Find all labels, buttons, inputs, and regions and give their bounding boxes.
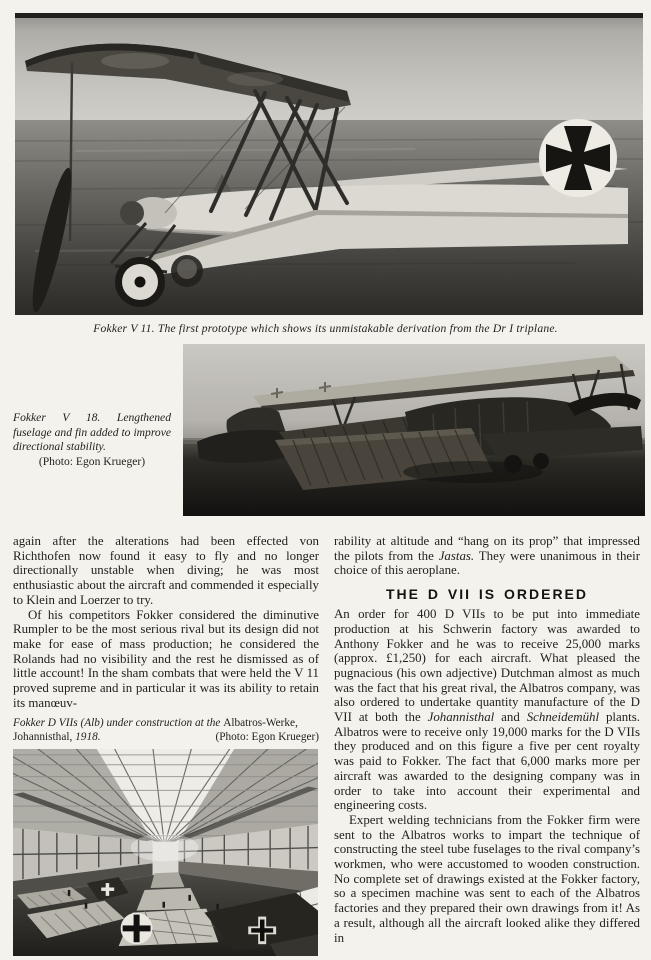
paragraph: rability at altitude and “hang on its prop” that impressed the pilots from the Jastas. They were unanimous in their choice of this aeroplane. [334, 534, 640, 578]
fuselage-frame [151, 872, 185, 888]
wheel [533, 453, 549, 469]
paragraph: Expert welding technicians from the Fokker firm were sent to the Albatros works to impart the technique of constructing the steel tube fuselages to the rival company’s workmen, who were accustomed to wooden construction. No complete set of drawings existed at the Fokker factory, so a specimen machine was sent to each of the Albatros factories and they prepared their own drawings from it! As a result, although all the aircraft looked alike they differed in [334, 812, 640, 945]
caption-albatros-factory [13, 717, 319, 743]
fokker-v18-illustration [183, 344, 645, 516]
caption-fokker-v18 [13, 411, 171, 469]
photo-credit: (Photo: Egon Krueger) [38, 454, 146, 468]
wheel [115, 257, 165, 307]
photo-fokker-v11 [15, 13, 643, 315]
paragraph: again after the alterations had been effected von Richthofen now found it easy to fly and no longer directionally unstable when diving; he was most enthusiastic about the aircraft and commended it especially to Klein and Loerzer to try. [13, 534, 319, 607]
factory-illustration [13, 749, 318, 956]
wheel [504, 455, 522, 473]
text-columns [13, 534, 640, 956]
photo-credit: (Photo: Egon Krueger) [215, 730, 319, 743]
photo-albatros-factory [13, 749, 318, 956]
engine-cowl [120, 201, 144, 225]
paragraph: Of his competitors Fokker considered the diminutive Rumpler to be the most serious rival but its design did not make for ease of mass production; he considered the Rolands had no visibility and the rest he dismissed as of little account! In the sham combats that were held the V 11 proved supreme and in particular it was its ability to retain its manœuv- [13, 607, 319, 710]
iron-cross-roundel-icon [539, 119, 617, 197]
cross-roundel-icon [121, 912, 153, 944]
fokker-v11-illustration [15, 13, 643, 315]
left-column [13, 534, 319, 956]
section-heading: THE D VII IS ORDERED [385, 586, 589, 603]
photo-fokker-v18 [183, 344, 645, 516]
caption-fokker-v11: Fokker V 11. The first prototype which shows its unmistakable derivation from the Dr I triplane. [93, 322, 558, 335]
paragraph: An order for 400 D VIIs to be put into immediate production at his Schwerin factory was awarded to Anthony Fokker and he was to receive 25,000 marks (approx. £1,250) for each aircraft. What pleased the pugnacious (his own adjective) Dutchman almost as much was the fact that his great rival, the Albatros company, was also ordered to undertake quantity manufacture of the D VII at both the Johannisthal and Schneidemühl plants. Albatros were to receive only 19,000 marks for the D VIIs they produced and on this figure a five per cent royalty was paid to Fokker. The fact that 6,000 marks more per aircraft was awarded to the designing company was in order to take into account their experimental and engineering costs. [334, 607, 640, 813]
caption-text: Fokker V 18. Lengthened fuselage and fin added to improve directional stability. [13, 411, 171, 453]
right-column [334, 534, 640, 956]
caption-text: Fokker D VIIs (Alb) under construction at the Albatros-Werke, [13, 717, 298, 730]
caption-text: Johannisthal, 1918. [13, 730, 101, 743]
